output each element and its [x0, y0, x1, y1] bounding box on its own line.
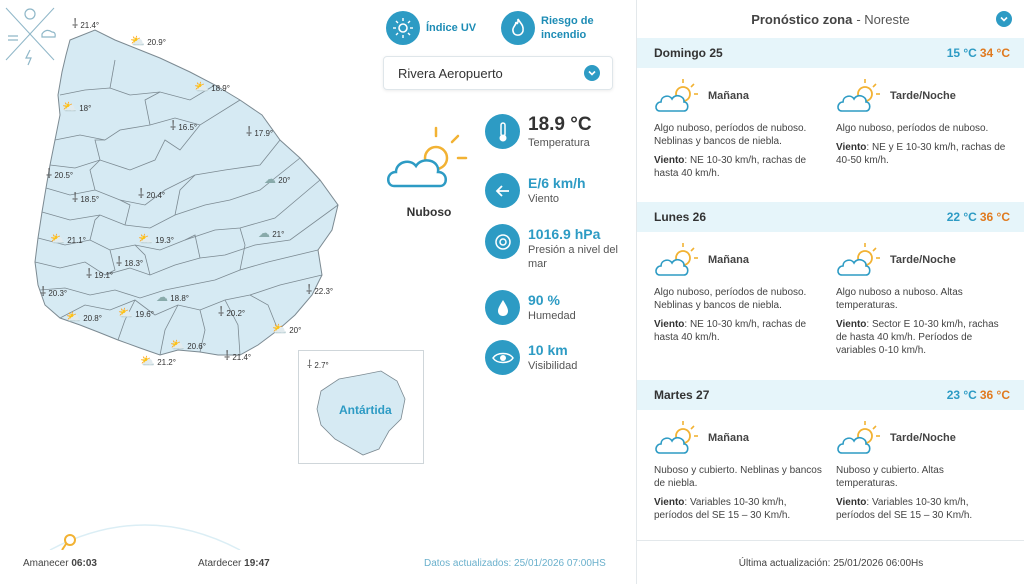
- sunset: Atardecer 19:47: [198, 558, 270, 569]
- uv-index-button[interactable]: [386, 11, 476, 45]
- fire-risk-button[interactable]: [501, 11, 594, 45]
- station-select[interactable]: [383, 56, 613, 90]
- map-station[interactable]: ⛅ 19.3°: [138, 232, 174, 246]
- forecast-panel: [636, 0, 1024, 584]
- pressure-value: 1016.9 hPa: [528, 226, 601, 242]
- map-station[interactable]: ⸸ 19.1°: [86, 266, 114, 281]
- partly-cloudy-icon: ⛅: [118, 306, 133, 320]
- wind-label: Viento: [528, 193, 559, 205]
- flame-icon: [501, 11, 535, 45]
- partly-cloudy-icon: [836, 77, 882, 115]
- day-header: Domingo 25 15 °C 34 °C: [637, 38, 1024, 68]
- arrow-left-icon: [485, 173, 520, 208]
- sun-path-arc: [40, 510, 250, 550]
- partly-cloudy-icon: ⛅: [140, 354, 155, 368]
- map-station[interactable]: ⸸ 21.4°: [72, 16, 100, 31]
- uv-index-label: Índice UV: [426, 22, 477, 34]
- map-station[interactable]: ⛅ 20.6°: [170, 338, 206, 352]
- map-station[interactable]: ☁ 20°: [264, 172, 291, 186]
- map-station[interactable]: ⸸ 20.3°: [40, 284, 68, 299]
- chevron-down-icon: [996, 11, 1012, 27]
- map-station[interactable]: ⸸ 20.2°: [218, 304, 246, 319]
- weather-station-icon: ⸸: [138, 186, 145, 201]
- cloudy-icon: ☁: [258, 226, 270, 240]
- weather-station-icon: ⸸: [86, 266, 93, 281]
- map-station[interactable]: ⸸ 21.4°: [224, 348, 252, 363]
- wind-value: E/6 km/h: [528, 175, 586, 191]
- station-select-value: Rivera Aeropuerto: [398, 65, 503, 81]
- partly-cloudy-icon: [836, 241, 882, 279]
- partly-cloudy-icon: ⛅: [50, 232, 65, 246]
- metric-visibility: [485, 340, 577, 375]
- antarctica-label: Antártida: [339, 403, 392, 417]
- map-station[interactable]: ⸸ 17.9°: [246, 124, 274, 139]
- metric-pressure: [485, 224, 618, 271]
- day-header: Lunes 26 22 °C 36 °C: [637, 202, 1024, 232]
- partly-cloudy-icon: ⛅: [130, 34, 145, 48]
- partly-cloudy-icon: ⛅: [194, 80, 209, 94]
- partly-cloudy-icon: ⛅: [62, 100, 77, 114]
- map-station[interactable]: ⛅ 21.1°: [50, 232, 86, 246]
- forecast-morning: Mañana Nuboso y cubierto. Neblinas y bancos de niebla. Viento: Variables 10-30 km/h, períodos del SE 15 – 30 Km/h.: [654, 416, 824, 522]
- weather-station-icon: ⸸: [72, 16, 79, 31]
- partly-cloudy-icon: [654, 241, 700, 279]
- map-station[interactable]: ⛅ 20°: [272, 322, 302, 336]
- pressure-label: Presión a nivel del mar: [528, 244, 618, 270]
- weather-station-icon: ⸸: [218, 304, 225, 319]
- fog-icon: ☁: [156, 290, 168, 304]
- forecast-night: Tarde/Noche Algo nuboso, períodos de nuboso. Viento: NE y E 10-30 km/h, rachas de 40-50 km/h.: [836, 74, 1006, 167]
- map-station[interactable]: ⸸ 22.3°: [306, 282, 334, 297]
- map-station[interactable]: ⸸ 18.3°: [116, 254, 144, 269]
- forecast-last-update: Última actualización: 25/01/2026 06:00Hs: [637, 540, 1024, 584]
- forecast-night: Tarde/Noche Algo nuboso a nuboso. Altas temperaturas. Viento: Sector E 10-30 km/h, rachas de hasta 40 km/h. Períodos de variables 0-10 km/h.: [836, 238, 1006, 357]
- partly-cloudy-icon: ⛅: [170, 338, 185, 352]
- fire-risk-label: Riesgo de incendio: [541, 15, 594, 41]
- humidity-value: 90 %: [528, 292, 560, 308]
- uruguay-map[interactable]: [0, 0, 392, 540]
- weather-station-icon: ⸸: [170, 118, 177, 133]
- map-station[interactable]: ⛅ 18.9°: [194, 80, 230, 94]
- temperature-value: 18.9 °C: [528, 114, 592, 135]
- weather-station-icon: ⸸: [307, 359, 313, 371]
- map-station[interactable]: ⸸ 16.5°: [170, 118, 198, 133]
- weather-station-icon: ⸸: [116, 254, 123, 269]
- partly-cloudy-icon: [654, 77, 700, 115]
- weather-station-icon: ⸸: [40, 284, 47, 299]
- humidity-label: Humedad: [528, 310, 576, 322]
- weather-station-icon: ⸸: [224, 348, 231, 363]
- uv-sun-icon: [386, 11, 420, 45]
- map-station[interactable]: ⸸ 18.5°: [72, 190, 100, 205]
- forecast-zone-select[interactable]: Pronóstico zona - Noreste: [637, 0, 1024, 38]
- weather-station-icon: ⸸: [72, 190, 79, 205]
- metric-temperature: [485, 114, 592, 150]
- map-station[interactable]: ⸸ 20.4°: [138, 186, 166, 201]
- map-station[interactable]: ⸸ 2.7°: [307, 359, 329, 371]
- partly-cloudy-icon: ⛅: [272, 322, 287, 336]
- temperature-label: Temperatura: [528, 137, 590, 149]
- partly-cloudy-icon: ⛅: [66, 310, 81, 324]
- thermometer-icon: [485, 114, 520, 149]
- forecast-night: Tarde/Noche Nuboso y cubierto. Altas temperaturas. Viento: Variables 10-30 km/h, períodos del SE 15 – 30 Km/h.: [836, 416, 1006, 522]
- weather-station-icon: ⸸: [306, 282, 313, 297]
- data-updated: Datos actualizados: 25/01/2026 07:00HS: [424, 558, 606, 569]
- forecast-morning: Mañana Algo nuboso, períodos de nuboso. Neblinas y bancos de niebla. Viento: NE 10-30 km/h, rachas de hasta 40 km/h.: [654, 74, 824, 180]
- weather-station-icon: ⸸: [46, 166, 53, 181]
- forecast-morning: Mañana Algo nuboso, períodos de nuboso. Neblinas y bancos de niebla. Viento: NE 10-30 km/h, rachas de hasta 40 km/h.: [654, 238, 824, 344]
- map-station[interactable]: ⸸ 20.5°: [46, 166, 74, 181]
- map-station[interactable]: ⛅ 18°: [62, 100, 92, 114]
- visibility-value: 10 km: [528, 342, 568, 358]
- map-station[interactable]: ⛅ 21.2°: [140, 354, 176, 368]
- visibility-label: Visibilidad: [528, 360, 578, 372]
- weather-station-icon: ⸸: [246, 124, 253, 139]
- map-station[interactable]: ☁ 21°: [258, 226, 285, 240]
- day-header: Martes 27 23 °C 36 °C: [637, 380, 1024, 410]
- map-station[interactable]: ⛅ 19.6°: [118, 306, 154, 320]
- map-station[interactable]: ⛅ 20.8°: [66, 310, 102, 324]
- map-legend-icon: [0, 0, 60, 68]
- map-station[interactable]: ⛅ 20.9°: [130, 34, 166, 48]
- partly-cloudy-icon: [836, 419, 882, 457]
- partly-cloudy-icon: [384, 122, 474, 196]
- current-condition: Nuboso: [406, 205, 452, 219]
- partly-cloudy-icon: [654, 419, 700, 457]
- metric-humidity: [485, 290, 576, 325]
- partly-cloudy-icon: ⛅: [138, 232, 153, 246]
- eye-icon: [485, 340, 520, 375]
- chevron-down-icon: [584, 65, 600, 81]
- fog-icon: ☁: [264, 172, 276, 186]
- water-drop-icon: [485, 290, 520, 325]
- map-station[interactable]: ☁ 18.8°: [156, 290, 190, 304]
- sunrise: Amanecer 06:03: [23, 558, 97, 569]
- metric-wind: [485, 173, 586, 208]
- barometer-icon: [485, 224, 520, 259]
